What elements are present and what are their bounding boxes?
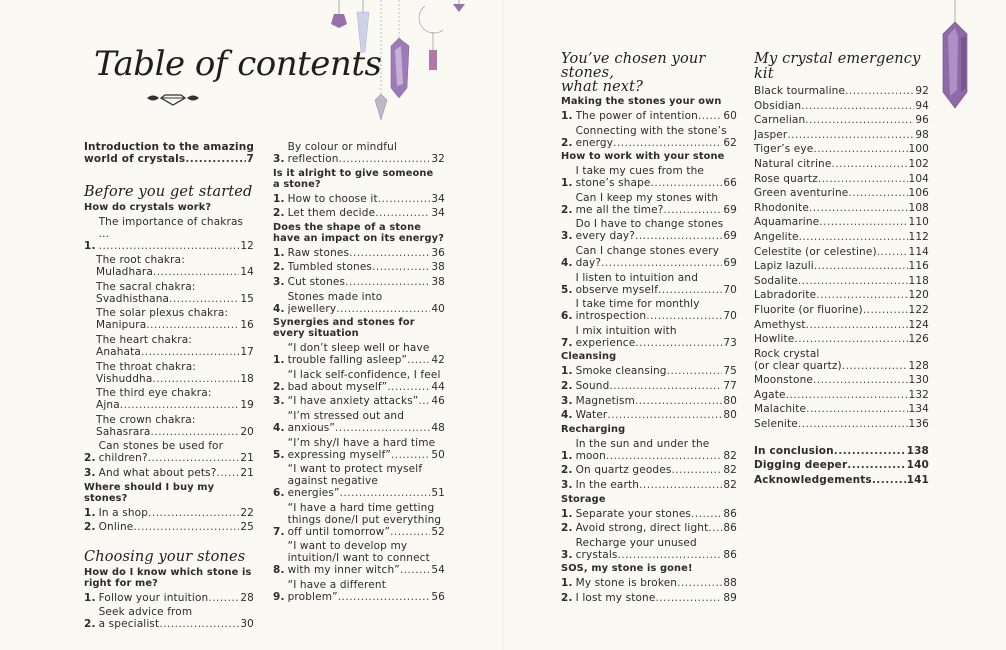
toc-column-4 bbox=[754, 52, 929, 488]
toc-entry-rhodonite[interactable]: Rhodonite ..... 108 bbox=[754, 202, 929, 214]
right-page bbox=[503, 0, 1006, 650]
toc-entry-black-tourmaline[interactable]: Black tourmaline ..... 92 bbox=[754, 85, 929, 97]
toc-entry-howlite[interactable]: Howlite ..... 126 bbox=[754, 333, 929, 345]
toc-entry-self-confidence[interactable]: 2. “I lack self-confidence, I feel bad about myself” ..... 44 bbox=[273, 369, 445, 393]
subhead-which-stone: How do I know which stone is right for me? bbox=[84, 566, 252, 589]
subhead-storage: Storage bbox=[561, 493, 606, 505]
toc-entry-rose-quartz[interactable]: Rose quartz ..... 104 bbox=[754, 173, 929, 185]
subhead-making-own: Making the stones your own bbox=[561, 96, 722, 107]
toc-entry-lost-stone[interactable]: 2. I lost my stone ..... 89 bbox=[561, 592, 737, 604]
toc-entry-getting-things-done[interactable]: 7. “I have a hard time getting things done/I put everything off until tomorrow” ..... 52 bbox=[273, 502, 445, 538]
toc-entry-acknowledgements[interactable]: Acknowledgements ..... 141 bbox=[754, 474, 929, 486]
toc-entry-water[interactable]: 4. Water ..... 80 bbox=[561, 409, 737, 421]
toc-entry-fluorite[interactable]: Fluorite (or fluorine) ..... 122 bbox=[754, 304, 929, 316]
toc-entry-cues-shape[interactable]: 1. I take my cues from the stone’s shape ..... 66 bbox=[561, 165, 737, 189]
toc-entry-rock-crystal[interactable]: Rock crystal (or clear quartz) ..... 128 bbox=[754, 348, 929, 372]
toc-entry-follow-intuition[interactable]: 1. Follow your intuition ..... 28 bbox=[84, 592, 254, 604]
section-heading-before-you-get-started: Before you get started bbox=[84, 183, 253, 200]
toc-entry-mix-intuition[interactable]: 7. I mix intuition with experience ..... 73 bbox=[561, 325, 737, 349]
toc-entry-jasper[interactable]: Jasper ..... 98 bbox=[754, 129, 929, 141]
toc-entry-sodalite[interactable]: Sodalite ..... 118 bbox=[754, 275, 929, 287]
toc-entry-can-change[interactable]: 4. Can I change stones every day? ..... 69 bbox=[561, 245, 737, 269]
subhead-sos: SOS, my stone is gone! bbox=[561, 563, 693, 575]
subhead-give-stone: Is it alright to give someone a stone? bbox=[273, 167, 434, 190]
toc-entry-heart-chakra[interactable]: The heart chakra: Anahata ..... 17 bbox=[84, 334, 254, 358]
toc-entry-let-them-decide[interactable]: 2. Let them decide ..... 34 bbox=[273, 207, 445, 219]
toc-entry-monthly-introspection[interactable]: 6. I take time for monthly introspection ..... 70 bbox=[561, 298, 737, 322]
toc-entry-power-intention[interactable]: 1. The power of intention ..... 60 bbox=[561, 110, 737, 122]
toc-entry-quartz-geodes[interactable]: 2. On quartz geodes ..... 82 bbox=[561, 464, 737, 476]
toc-entry-by-colour[interactable]: 3. By colour or mindful reflection ..... 32 bbox=[273, 141, 445, 165]
subhead-synergies: Synergies and stones for every situation bbox=[273, 317, 415, 340]
toc-entry-sleep[interactable]: 1. “I don’t sleep well or have trouble falling asleep” ..... 42 bbox=[273, 342, 445, 366]
toc-entry-green-aventurine[interactable]: Green aventurine ..... 106 bbox=[754, 187, 929, 199]
toc-entry-listen-intuition[interactable]: 5. I listen to intuition and observe myself ..... 70 bbox=[561, 272, 737, 296]
toc-entry-natural-citrine[interactable]: Natural citrine ..... 102 bbox=[754, 158, 929, 170]
toc-entry-protect[interactable]: 6. “I want to protect myself against negative energies” ..... 51 bbox=[273, 463, 445, 499]
toc-entry-magnetism[interactable]: 3. Magnetism ..... 80 bbox=[561, 395, 737, 407]
toc-entry-separate-stones[interactable]: 1. Separate your stones ..... 86 bbox=[561, 508, 737, 520]
section-heading-emergency-kit: My crystal emergency kit bbox=[754, 51, 921, 82]
toc-entry-jewellery[interactable]: 4. Stones made into jewellery ..... 40 bbox=[273, 291, 445, 315]
toc-entry-recharge-unused[interactable]: 3. Recharge your unused crystals ..... 86 bbox=[561, 537, 737, 561]
toc-entry-throat-chakra[interactable]: The throat chakra: Vishuddha ..... 18 bbox=[84, 361, 254, 385]
toc-entry-have-to-change[interactable]: 3. Do I have to change stones every day? ..... 69 bbox=[561, 218, 737, 242]
toc-entry-children[interactable]: 2. Can stones be used for children? ..... 21 bbox=[84, 440, 254, 464]
toc-entry-in-conclusion[interactable]: In conclusion ..... 138 bbox=[754, 445, 929, 457]
toc-entry-stressed[interactable]: 4. “I’m stressed out and anxious” ..... 48 bbox=[273, 410, 445, 434]
toc-entry-pets[interactable]: 3. And what about pets? ..... 21 bbox=[84, 467, 254, 479]
toc-entry-connecting-energy[interactable]: 2. Connecting with the stone’s energy ..... 62 bbox=[561, 125, 737, 149]
toc-entry-tigers-eye[interactable]: Tiger’s eye ..... 100 bbox=[754, 143, 929, 155]
subhead-where-buy: Where should I buy my stones? bbox=[84, 481, 215, 504]
toc-entry-seek-advice[interactable]: 2. Seek advice from a specialist ..... 30 bbox=[84, 606, 254, 630]
toc-entry-angelite[interactable]: Angelite ..... 112 bbox=[754, 231, 929, 243]
subhead-recharging: Recharging bbox=[561, 423, 626, 435]
toc-entry-carnelian[interactable]: Carnelian ..... 96 bbox=[754, 114, 929, 126]
toc-entry-digging-deeper[interactable]: Digging deeper ..... 140 bbox=[754, 459, 929, 471]
toc-entry-stone-broken[interactable]: 1. My stone is broken ..... 88 bbox=[561, 577, 737, 589]
toc-entry-shy[interactable]: 5. “I’m shy/I have a hard time expressing myself” ..... 50 bbox=[273, 437, 445, 461]
toc-entry-aquamarine[interactable]: Aquamarine ..... 110 bbox=[754, 216, 929, 228]
toc-entry-lapiz-lazuli[interactable]: Lapiz lazuli ..... 116 bbox=[754, 260, 929, 272]
toc-entry-moonstone[interactable]: Moonstone ..... 130 bbox=[754, 374, 929, 386]
subhead-how-to-work: How to work with your stone bbox=[561, 151, 725, 163]
subhead-how-do-crystals-work: How do crystals work? bbox=[84, 201, 212, 213]
toc-entry-different-problem[interactable]: 9. “I have a different problem” ..... 56 bbox=[273, 579, 445, 603]
toc-entry-sun-moon[interactable]: 1. In the sun and under the moon ..... 82 bbox=[561, 438, 737, 462]
toc-entry-how-to-choose[interactable]: 1. How to choose it ..... 34 bbox=[273, 193, 445, 205]
toc-entry-in-a-shop[interactable]: 1. In a shop ..... 22 bbox=[84, 507, 254, 519]
toc-entry-solar-plexus-chakra[interactable]: The solar plexus chakra: Manipura ..... 16 bbox=[84, 307, 254, 331]
toc-entry-third-eye-chakra[interactable]: The third eye chakra: Ajna ..... 19 bbox=[84, 387, 254, 411]
toc-entry-obsidian[interactable]: Obsidian ..... 94 bbox=[754, 100, 929, 112]
toc-entry-agate[interactable]: Agate ..... 132 bbox=[754, 389, 929, 401]
toc-column-2 bbox=[273, 141, 445, 606]
section-heading-choosing-your-stones: Choosing your stones bbox=[84, 548, 246, 565]
toc-entry-tumbled-stones[interactable]: 2. Tumbled stones ..... 38 bbox=[273, 261, 445, 273]
toc-entry-malachite[interactable]: Malachite ..... 134 bbox=[754, 403, 929, 415]
toc-entry-anxiety-attacks[interactable]: 3. “I have anxiety attacks” ..... 46 bbox=[273, 395, 445, 407]
toc-entry-chakras[interactable]: 1. The importance of chakras ... ..... 12 bbox=[84, 216, 254, 252]
toc-entry-intuition-witch[interactable]: 8. “I want to develop my intuition/I want to connect with my inner witch” ..... 54 bbox=[273, 540, 445, 576]
toc-entry-intro[interactable]: Introduction to the amazing world of crystals ..... 7 bbox=[84, 141, 254, 165]
toc-column-1 bbox=[84, 141, 254, 633]
toc-entry-keep-stones[interactable]: 2. Can I keep my stones with me all the time? ..... 69 bbox=[561, 192, 737, 216]
diamond-ornament-icon bbox=[145, 90, 201, 106]
toc-entry-online[interactable]: 2. Online ..... 25 bbox=[84, 521, 254, 533]
toc-column-3 bbox=[561, 52, 737, 606]
toc-entry-selenite[interactable]: Selenite ..... 136 bbox=[754, 418, 929, 430]
toc-entry-sacral-chakra[interactable]: The sacral chakra: Svadhisthana ..... 15 bbox=[84, 281, 254, 305]
toc-entry-sound[interactable]: 2. Sound ..... 77 bbox=[561, 380, 737, 392]
toc-entry-smoke-cleansing[interactable]: 1. Smoke cleansing ..... 75 bbox=[561, 365, 737, 377]
toc-entry-labradorite[interactable]: Labradorite ..... 120 bbox=[754, 289, 929, 301]
subhead-cleansing: Cleansing bbox=[561, 351, 617, 363]
section-heading-chosen-stones: You’ve chosen your stones, what next? bbox=[561, 51, 706, 95]
toc-entry-amethyst[interactable]: Amethyst ..... 124 bbox=[754, 319, 929, 331]
toc-entry-avoid-light[interactable]: 2. Avoid strong, direct light ..... 86 bbox=[561, 522, 737, 534]
amethyst-crystal-icon bbox=[935, 0, 975, 115]
toc-entry-cut-stones[interactable]: 3. Cut stones ..... 38 bbox=[273, 276, 445, 288]
toc-entry-root-chakra[interactable]: The root chakra: Muladhara ..... 14 bbox=[84, 254, 254, 278]
subhead-shape-impact: Does the shape of a stone have an impact on its energy? bbox=[273, 221, 445, 244]
toc-entry-celestite[interactable]: Celestite (or celestine) ..... 114 bbox=[754, 246, 929, 258]
toc-entry-crown-chakra[interactable]: The crown chakra: Sahasrara ..... 20 bbox=[84, 414, 254, 438]
toc-entry-in-the-earth[interactable]: 3. In the earth ..... 82 bbox=[561, 479, 737, 491]
toc-entry-raw-stones[interactable]: 1. Raw stones ..... 36 bbox=[273, 247, 445, 259]
page-title: Table of contents bbox=[94, 44, 382, 84]
